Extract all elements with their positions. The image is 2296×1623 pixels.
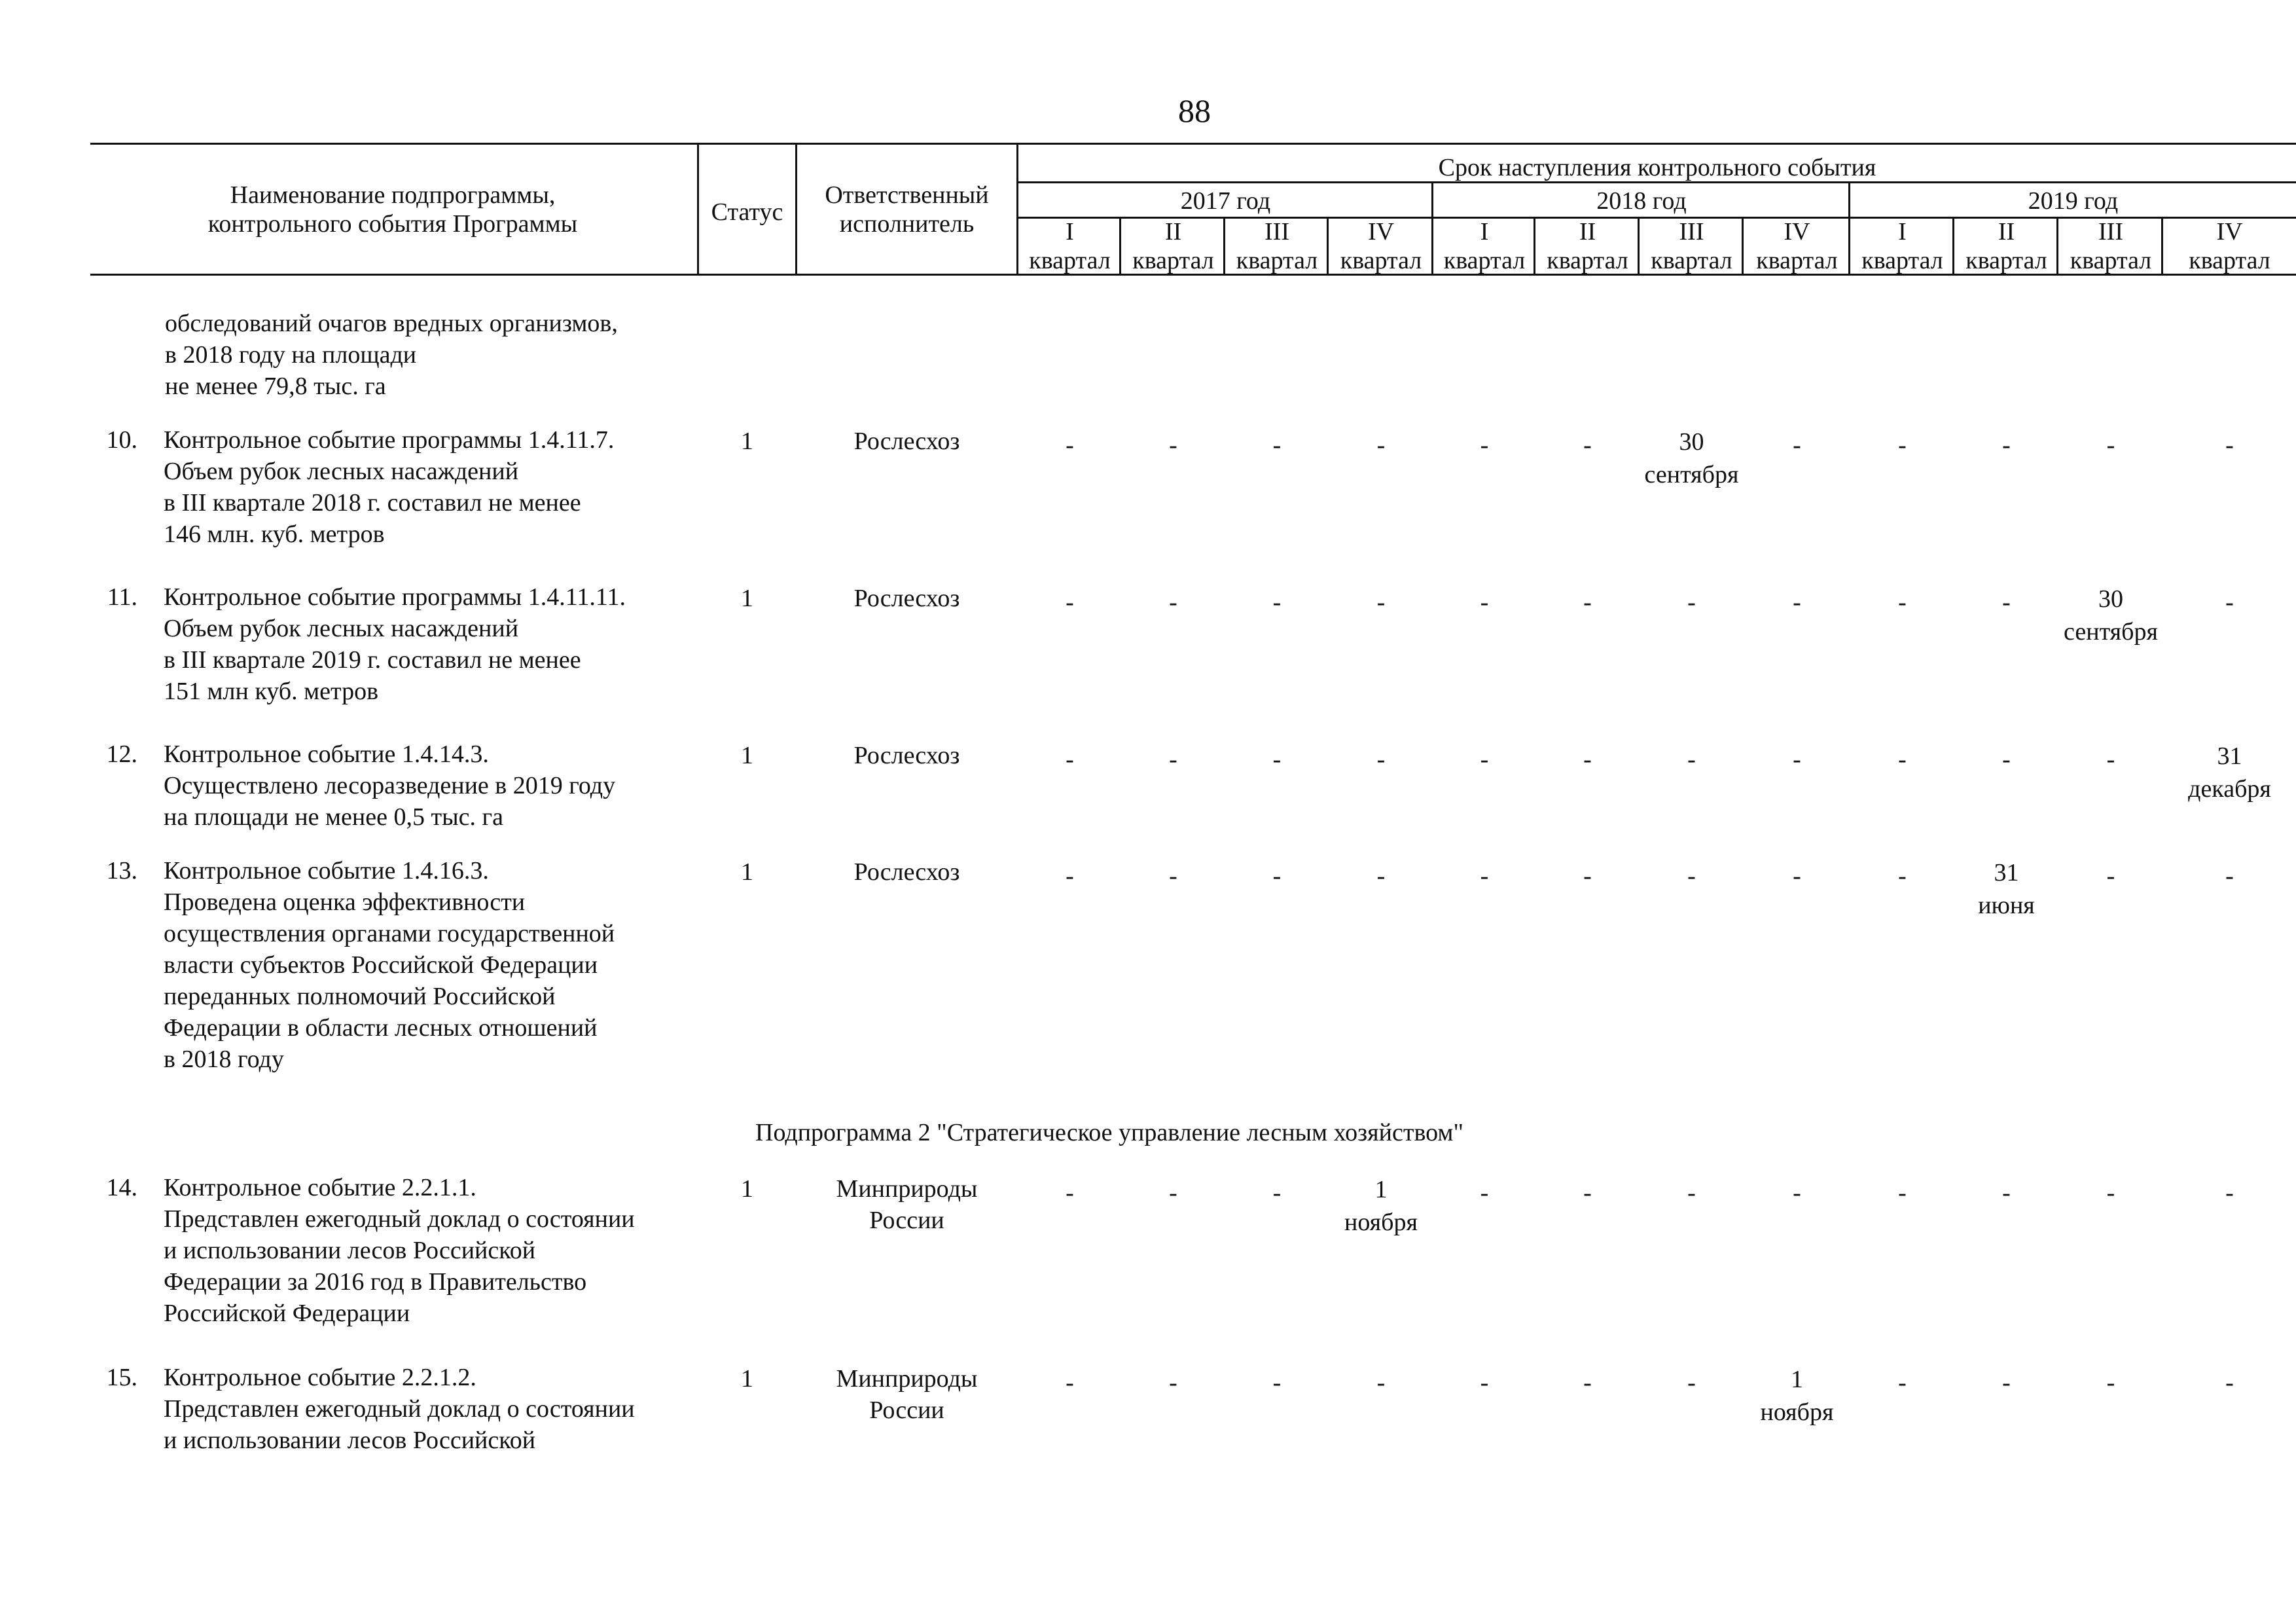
row-number: 10. xyxy=(106,426,137,454)
empty-cell: - xyxy=(2225,589,2234,616)
empty-cell: - xyxy=(1687,1179,1696,1207)
empty-cell: - xyxy=(1376,746,1386,773)
quarter-header: II квартал xyxy=(1132,218,1214,274)
page-number: 88 xyxy=(1178,92,1211,129)
quarter-header: I квартал xyxy=(1029,218,1111,274)
empty-cell: - xyxy=(1272,1179,1282,1207)
empty-cell: - xyxy=(2225,1179,2234,1207)
empty-cell: - xyxy=(1583,1179,1592,1207)
empty-cell: - xyxy=(1272,431,1282,459)
status-value: 1 xyxy=(741,428,753,455)
empty-cell: - xyxy=(2002,746,2011,773)
empty-cell: - xyxy=(2106,746,2115,773)
event-text: Контрольное событие 1.4.14.3. Осуществлено лесоразведение в 2019 году на площади не менее 0,5 тыс. га xyxy=(164,740,616,831)
status-value: 1 xyxy=(741,858,753,886)
empty-cell: - xyxy=(2225,862,2234,890)
empty-cell: - xyxy=(1066,431,1074,459)
year-2018: 2018 год xyxy=(1596,187,1687,215)
responsible: Рослесхоз xyxy=(853,858,960,886)
empty-cell: - xyxy=(1169,1369,1177,1396)
empty-cell: - xyxy=(2106,431,2115,459)
empty-cell: - xyxy=(1169,862,1177,890)
responsible: Рослесхоз xyxy=(853,585,960,612)
empty-cell: - xyxy=(1793,1179,1801,1207)
empty-cell: - xyxy=(1898,1369,1907,1396)
status-col-header: Статус xyxy=(711,198,783,226)
empty-cell: - xyxy=(1272,746,1282,773)
year-2019: 2019 год xyxy=(2028,187,2119,215)
empty-cell: - xyxy=(1687,746,1696,773)
empty-cell: - xyxy=(1272,589,1282,616)
resp-col-header: Ответственный исполнитель xyxy=(825,181,989,238)
empty-cell: - xyxy=(1793,746,1801,773)
status-value: 1 xyxy=(741,742,753,769)
empty-cell: - xyxy=(1066,589,1074,616)
deadline-date: 30 сентября xyxy=(1644,428,1739,488)
status-value: 1 xyxy=(741,585,753,612)
empty-cell: - xyxy=(1066,862,1074,890)
empty-cell: - xyxy=(1793,862,1801,890)
quarter-header: IV квартал xyxy=(2189,218,2270,274)
quarter-header: I квартал xyxy=(1861,218,1943,274)
empty-cell: - xyxy=(1066,1179,1074,1207)
empty-cell: - xyxy=(1376,862,1386,890)
deadline-date: 30 сентября xyxy=(2064,585,2158,646)
empty-cell: - xyxy=(2002,431,2011,459)
empty-cell: - xyxy=(1272,1369,1282,1396)
quarter-header: II квартал xyxy=(1965,218,2047,274)
continuation-text: обследований очагов вредных организмов, в 2018 году на площади не менее 79,8 тыс. га xyxy=(165,310,618,400)
empty-cell: - xyxy=(1480,862,1489,890)
row-number: 13. xyxy=(106,857,137,884)
quarter-header: III квартал xyxy=(2070,218,2152,274)
responsible: Рослесхоз xyxy=(853,428,960,455)
empty-cell: - xyxy=(1169,589,1177,616)
quarter-header: II квартал xyxy=(1547,218,1628,274)
quarter-header: I квартал xyxy=(1443,218,1526,274)
empty-cell: - xyxy=(1480,431,1489,459)
empty-cell: - xyxy=(1376,1369,1386,1396)
empty-cell: - xyxy=(1480,1179,1489,1207)
empty-cell: - xyxy=(1687,589,1696,616)
row-number: 15. xyxy=(106,1364,137,1391)
empty-cell: - xyxy=(1583,431,1592,459)
quarter-header: III квартал xyxy=(1236,218,1318,274)
empty-cell: - xyxy=(1687,1369,1696,1396)
empty-cell: - xyxy=(1898,589,1907,616)
empty-cell: - xyxy=(1066,1369,1074,1396)
empty-cell: - xyxy=(1583,1369,1592,1396)
empty-cell: - xyxy=(1169,746,1177,773)
event-text: Контрольное событие 1.4.16.3. Проведена оценка эффективности осуществления органами государственной власти субъектов Российской Федерации переданных полномочий Российской Федерации в области лесных отношений в 2018 году xyxy=(164,857,615,1073)
status-value: 1 xyxy=(741,1175,753,1203)
empty-cell: - xyxy=(1898,862,1907,890)
empty-cell: - xyxy=(1898,431,1907,459)
responsible: Рослесхоз xyxy=(853,742,960,769)
empty-cell: - xyxy=(1583,746,1592,773)
row-number: 11. xyxy=(107,583,137,611)
empty-cell: - xyxy=(1793,431,1801,459)
quarter-header: IV квартал xyxy=(1756,218,1838,274)
empty-cell: - xyxy=(2225,1369,2234,1396)
deadline-date: 1 ноября xyxy=(1760,1366,1834,1426)
quarter-header: IV квартал xyxy=(1340,218,1422,274)
empty-cell: - xyxy=(1480,589,1489,616)
empty-cell: - xyxy=(1066,746,1074,773)
name-col-header: Наименование подпрограммы, контрольного события Программы xyxy=(207,181,578,238)
empty-cell: - xyxy=(2002,1179,2011,1207)
responsible: Минприроды России xyxy=(836,1365,978,1424)
empty-cell: - xyxy=(2225,431,2234,459)
empty-cell: - xyxy=(2002,589,2011,616)
empty-cell: - xyxy=(1169,1179,1177,1207)
empty-cell: - xyxy=(1793,589,1801,616)
empty-cell: - xyxy=(1376,431,1386,459)
empty-cell: - xyxy=(1480,1369,1489,1396)
row-number: 14. xyxy=(106,1174,137,1201)
deadline-date: 1 ноября xyxy=(1344,1176,1418,1236)
empty-cell: - xyxy=(2106,862,2115,890)
empty-cell: - xyxy=(1583,862,1592,890)
empty-cell: - xyxy=(1169,431,1177,459)
empty-cell: - xyxy=(2106,1179,2115,1207)
subprogram-title: Подпрограмма 2 "Стратегическое управление лесным хозяйством" xyxy=(755,1119,1463,1146)
deadline-date: 31 июня xyxy=(1978,859,2035,919)
quarter-header: III квартал xyxy=(1651,218,1732,274)
responsible: Минприроды России xyxy=(836,1175,978,1234)
row-number: 12. xyxy=(106,740,137,768)
period-title: Срок наступления контрольного события xyxy=(1438,154,1876,181)
empty-cell: - xyxy=(2106,1369,2115,1396)
header-top-rule xyxy=(90,143,2296,145)
empty-cell: - xyxy=(1583,589,1592,616)
empty-cell: - xyxy=(1376,589,1386,616)
deadline-date: 31 декабря xyxy=(2188,742,2271,803)
status-value: 1 xyxy=(741,1365,753,1393)
empty-cell: - xyxy=(2002,1369,2011,1396)
empty-cell: - xyxy=(1480,746,1489,773)
empty-cell: - xyxy=(1272,862,1282,890)
event-text: Контрольное событие 2.2.1.1. Представлен ежегодный доклад о состоянии и использовании лесов Российской Федерации за 2016 год в Правительство Российской Федерации xyxy=(164,1174,635,1327)
event-text: Контрольное событие программы 1.4.11.7. Объем рубок лесных насаждений в III квартале 2018 г. составил не менее 146 млн. куб. метров xyxy=(164,426,615,548)
empty-cell: - xyxy=(1687,862,1696,890)
empty-cell: - xyxy=(1898,746,1907,773)
event-text: Контрольное событие программы 1.4.11.11. Объем рубок лесных насаждений в III квартале 2019 г. составил не менее 151 млн куб. метров xyxy=(164,583,626,705)
year-2017: 2017 год xyxy=(1180,187,1271,215)
empty-cell: - xyxy=(1898,1179,1907,1207)
event-text: Контрольное событие 2.2.1.2. Представлен ежегодный доклад о состоянии и использовании лесов Российской xyxy=(164,1364,635,1454)
